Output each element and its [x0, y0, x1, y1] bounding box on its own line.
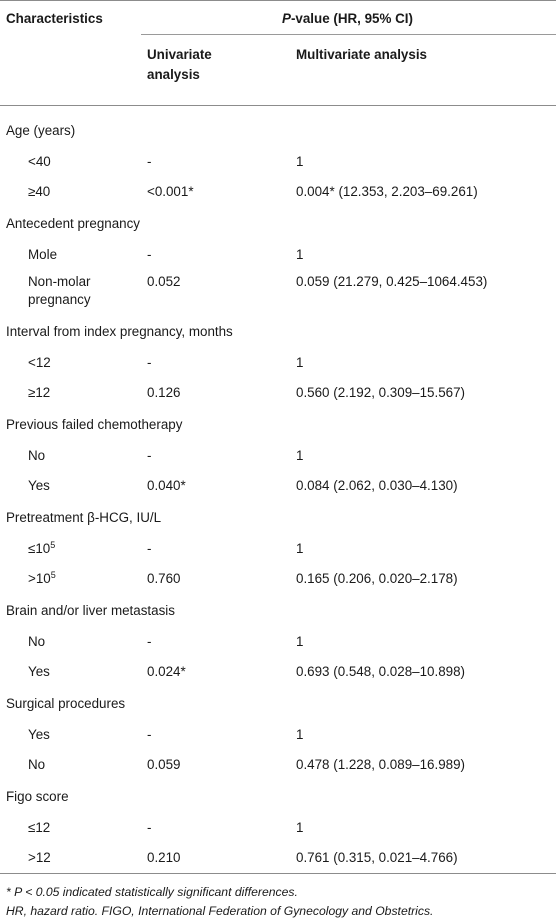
- footnote-abbreviations: HR, hazard ratio. FIGO, International Federation of Gynecology and Obstetrics.: [6, 904, 434, 918]
- row-label: $\le 10^5$: [28, 540, 56, 556]
- header-p-italic: P: [282, 11, 291, 26]
- table-row: [0, 750, 556, 780]
- univariate-value: 0.024*: [147, 664, 186, 679]
- table-row: [0, 441, 556, 471]
- row-label: >12: [0, 843, 141, 874]
- univariate-value: <0.001*: [147, 184, 194, 199]
- table-row: [0, 270, 556, 315]
- group-label: Antecedent pregnancy: [6, 215, 141, 231]
- row-label: $>10^5$: [28, 570, 56, 586]
- group-row: [0, 687, 556, 720]
- multivariate-value: 1: [296, 247, 304, 262]
- group-row: [0, 315, 556, 348]
- univariate-value: -: [147, 355, 152, 370]
- univariate-value: -: [147, 634, 152, 649]
- row-label: <12: [28, 355, 51, 370]
- row-label: Yes: [28, 664, 50, 679]
- row-label: Yes: [28, 478, 50, 493]
- multivariate-value: 1: [296, 355, 304, 370]
- header-empty: [0, 35, 141, 106]
- header-row-1: [0, 1, 556, 35]
- table-row: [0, 627, 556, 657]
- row-label: No: [28, 757, 46, 772]
- table-row: [0, 378, 556, 408]
- group-row: [0, 207, 556, 240]
- footnotes: [0, 874, 556, 921]
- table-row: [0, 240, 556, 270]
- multivariate-value: 1: [296, 154, 304, 169]
- group-label: Brain and/or liver metastasis: [6, 602, 175, 618]
- table-body: [0, 106, 556, 874]
- table-row: [0, 177, 556, 207]
- table-row: [0, 813, 556, 843]
- row-label: Yes: [28, 727, 50, 742]
- header-multivariate: Multivariate analysis: [290, 35, 556, 106]
- multivariate-value: 1: [296, 634, 304, 649]
- univariate-value: 0.059: [147, 757, 181, 772]
- univariate-value: 0.210: [141, 843, 290, 874]
- univariate-value: -: [147, 154, 152, 169]
- univariate-value: 0.760: [147, 571, 181, 586]
- multivariate-value: 0.084 (2.062, 0.030–4.130): [296, 478, 458, 493]
- row-label: ≥12: [28, 385, 51, 400]
- row-label: ≥40: [28, 184, 51, 199]
- univariate-value: -: [147, 541, 152, 556]
- header-p-rest: -value (HR, 95% CI): [290, 11, 413, 26]
- group-label: Interval from index pregnancy, months: [6, 323, 233, 339]
- group-row: [0, 501, 556, 534]
- header-row-2: [0, 35, 556, 106]
- univariate-value: 0.052: [147, 274, 181, 289]
- multivariate-value: 1: [296, 541, 304, 556]
- table-row: [0, 348, 556, 378]
- univariate-value: -: [147, 727, 152, 742]
- multivariate-value: 1: [296, 727, 304, 742]
- multivariate-value: 0.560 (2.192, 0.309–15.567): [296, 385, 466, 400]
- multivariate-value: 0.004* (12.353, 2.203–69.261): [296, 184, 478, 199]
- multivariate-value: 0.761 (0.315, 0.021–4.766): [290, 843, 556, 874]
- table-row: [0, 147, 556, 177]
- group-row: [0, 594, 556, 627]
- group-label: Surgical procedures: [6, 695, 126, 711]
- group-label: Figo score: [6, 788, 69, 804]
- univariate-value: 0.126: [147, 385, 181, 400]
- univariate-value: -: [147, 820, 152, 835]
- univariate-value: -: [147, 247, 152, 262]
- row-label: <40: [28, 154, 51, 169]
- group-label: Pretreatment β-HCG, IU/L: [6, 509, 162, 525]
- table-row: [0, 843, 556, 874]
- table-row: [0, 657, 556, 687]
- header-characteristics: Characteristics: [0, 1, 141, 35]
- multivariate-value: 1: [296, 820, 304, 835]
- group-label: Age (years): [6, 122, 76, 138]
- header-p-value: [141, 1, 556, 35]
- row-label: Non-molar pregnancy: [28, 274, 91, 307]
- univariate-value: 0.040*: [147, 478, 186, 493]
- table-row: [0, 471, 556, 501]
- multivariate-value: 0.478 (1.228, 0.089–16.989): [296, 757, 466, 772]
- row-label: No: [28, 448, 46, 463]
- row-label: No: [28, 634, 46, 649]
- multivariate-value: 1: [296, 448, 304, 463]
- group-label: Previous failed chemotherapy: [6, 416, 183, 432]
- univariate-value: -: [147, 448, 152, 463]
- group-row: [0, 408, 556, 441]
- table-row: [0, 564, 556, 594]
- table-row: [0, 720, 556, 750]
- group-row: [0, 780, 556, 813]
- footnote-significance: * P < 0.05 indicated statistically significant differences.: [6, 885, 298, 899]
- row-label: ≤12: [28, 820, 51, 835]
- table-row: [0, 534, 556, 564]
- multivariate-value: 0.165 (0.206, 0.020–2.178): [296, 571, 458, 586]
- group-row: [0, 106, 556, 148]
- multivariate-value: 0.693 (0.548, 0.028–10.898): [296, 664, 466, 679]
- row-label: Mole: [28, 247, 58, 262]
- multivariate-value: 0.059 (21.279, 0.425–1064.453): [296, 274, 488, 289]
- header-univariate: Univariate analysis: [141, 35, 290, 106]
